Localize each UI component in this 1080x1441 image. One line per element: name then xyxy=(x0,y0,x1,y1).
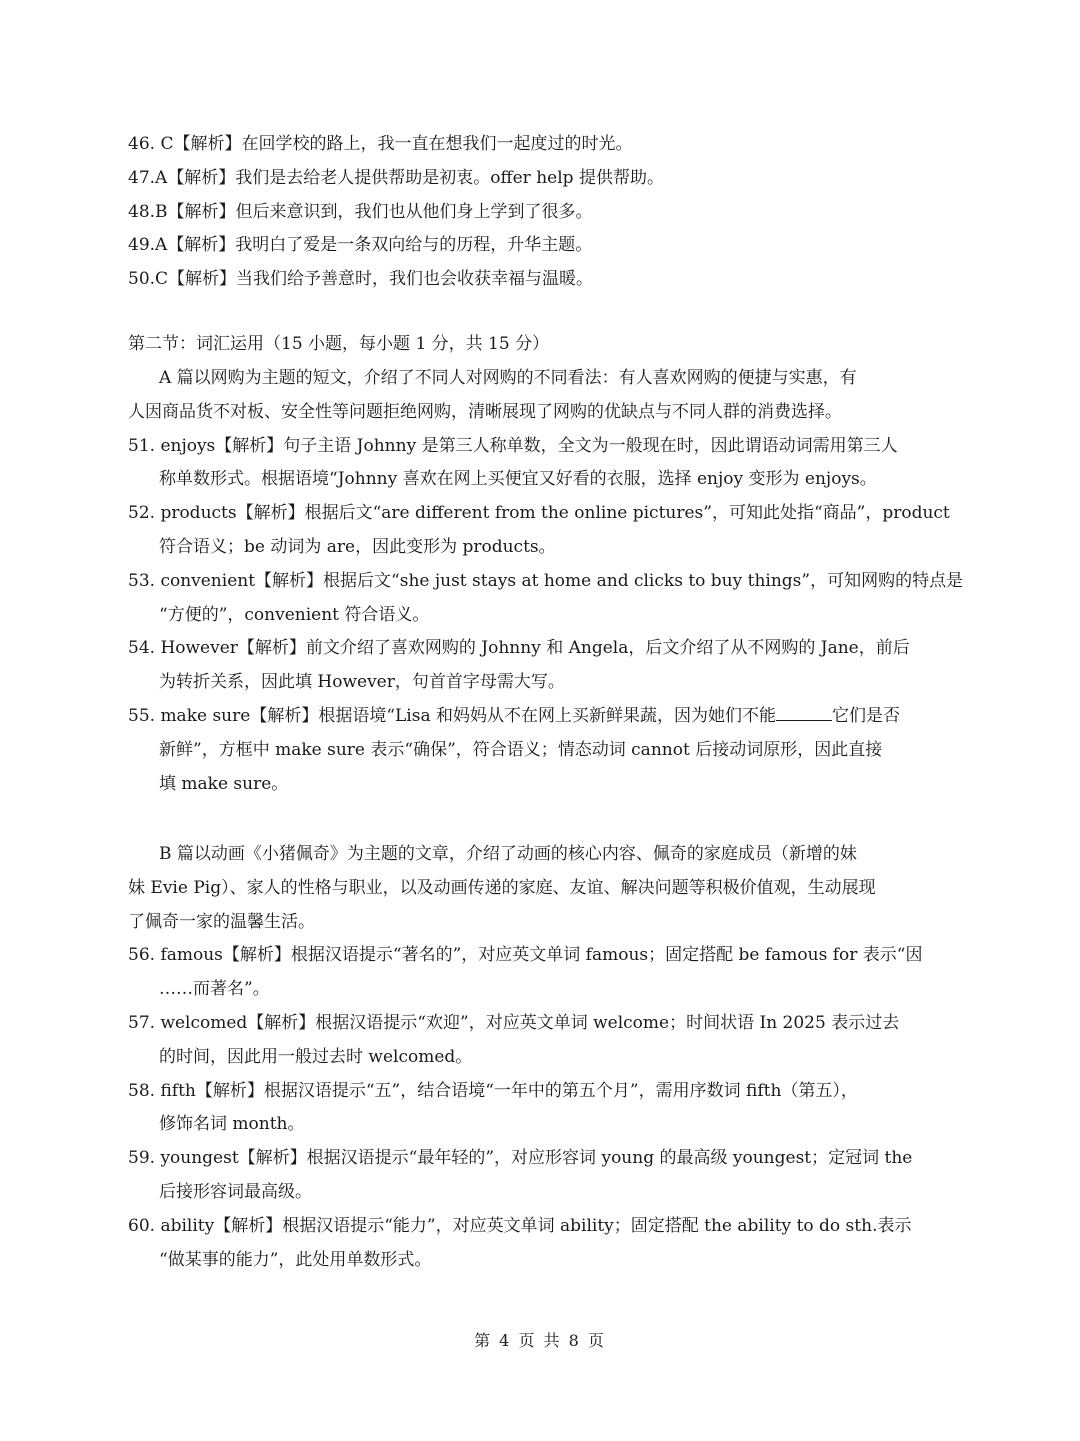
answers-46-50 xyxy=(128,128,958,297)
passage-a-intro-line: A 篇以网购为主题的短文，介绍了不同人对网购的不同看法：有人喜欢网购的便捷与实惠，有 xyxy=(159,368,857,388)
passage-a xyxy=(128,362,964,801)
answer-55-text: 55. make sure【解析】根据语境“Lisa 和妈妈从不在网上买新鲜果蔬，因为她们不能 xyxy=(128,705,776,726)
answer-49: 49.A【解析】我明白了爱是一条双向给与的历程，升华主题。 xyxy=(128,235,593,256)
answer-55-cont: 新鲜”，方框中 make sure 表示“确保”，符合语义；情态动词 cannot 后接动词原形，因此直接 xyxy=(159,739,883,760)
answer-54-cont: 为转折关系，因此填 However，句首首字母需大写。 xyxy=(159,672,565,693)
passage-b-intro-line: 了佩奇一家的温馨生活。 xyxy=(128,911,315,932)
answer-53: 53. convenient【解析】根据后文“she just stays at home and clicks to buy things”，可知网购的特点是 xyxy=(128,570,964,591)
passage-b-intro-line: B 篇以动画《小猪佩奇》为主题的文章，介绍了动画的核心内容、佩奇的家庭成员（新增的妹 xyxy=(159,844,857,864)
answer-59: 59. youngest【解析】根据汉语提示“最年轻的”，对应形容词 young 的最高级 youngest；定冠词 the xyxy=(128,1148,913,1169)
answer-57-cont: 的时间，因此用一般过去时 welcomed。 xyxy=(159,1046,473,1067)
answer-50: 50.C【解析】当我们给予善意时，我们也会收获幸福与温暖。 xyxy=(128,269,594,290)
passage-a-intro-line: 人因商品货不对板、安全性等问题拒绝网购，清晰展现了网购的优缺点与不同人群的消费选择。 xyxy=(128,401,842,422)
answer-57: 57. welcomed【解析】根据汉语提示“欢迎”，对应英文单词 welcome；时间状语 In 2025 表示过去 xyxy=(128,1012,900,1033)
answer-47: 47.A【解析】我们是去给老人提供帮助是初衷。offer help 提供帮助。 xyxy=(128,167,664,188)
answer-46: 46. C【解析】在回学校的路上，我一直在想我们一起度过的时光。 xyxy=(128,134,633,154)
fill-blank xyxy=(776,702,832,721)
answer-55-text-after: 它们是否 xyxy=(832,705,900,726)
page-number: 第 4 页 共 8 页 xyxy=(474,1331,606,1350)
answer-52-cont: 符合语义；be 动词为 are，因此变形为 products。 xyxy=(159,536,556,557)
answer-56: 56. famous【解析】根据汉语提示“著名的”，对应英文单词 famous；固定搭配 be famous for 表示“因 xyxy=(128,945,923,966)
answer-58: 58. fifth【解析】根据汉语提示“五”，结合语境“一年中的第五个月”，需用序数词 fifth（第五）， xyxy=(128,1080,858,1101)
answer-58-cont: 修饰名词 month。 xyxy=(159,1114,305,1135)
answer-60: 60. ability【解析】根据汉语提示“能力”，对应英文单词 ability；固定搭配 the ability to do sth.表示 xyxy=(128,1215,912,1236)
answer-53-cont: “方便的”，convenient 符合语义。 xyxy=(159,604,430,625)
passage-b xyxy=(128,838,958,1277)
answer-52: 52. products【解析】根据后文“are different from the online pictures”，可知此处指“商品”，product xyxy=(128,503,950,524)
answer-51-cont: 称单数形式。根据语境“Johnny 喜欢在网上买便宜又好看的衣服，选择 enjoy 变形为 enjoys。 xyxy=(159,469,877,490)
passage-b-intro-line: 妹 Evie Pig）、家人的性格与职业，以及动画传递的家庭、友谊、解决问题等积极价值观，生动展现 xyxy=(128,877,876,898)
answer-55-cont: 填 make sure。 xyxy=(159,773,289,794)
answer-55 xyxy=(128,700,958,734)
answer-48: 48.B【解析】但后来意识到，我们也从他们身上学到了很多。 xyxy=(128,201,593,222)
section-title: 第二节：词汇运用（15 小题，每小题 1 分，共 15 分） xyxy=(128,334,550,354)
answer-54: 54. However【解析】前文介绍了喜欢网购的 Johnny 和 Angela，后文介绍了从不网购的 Jane，前后 xyxy=(128,638,910,659)
answer-60-cont: “做某事的能力”，此处用单数形式。 xyxy=(159,1249,432,1270)
answer-56-cont: ……而著名”。 xyxy=(159,979,270,1000)
answer-59-cont: 后接形容词最高级。 xyxy=(159,1181,312,1202)
answer-51: 51. enjoys【解析】句子主语 Johnny 是第三人称单数，全文为一般现在时，因此谓语动词需用第三人 xyxy=(128,435,898,456)
